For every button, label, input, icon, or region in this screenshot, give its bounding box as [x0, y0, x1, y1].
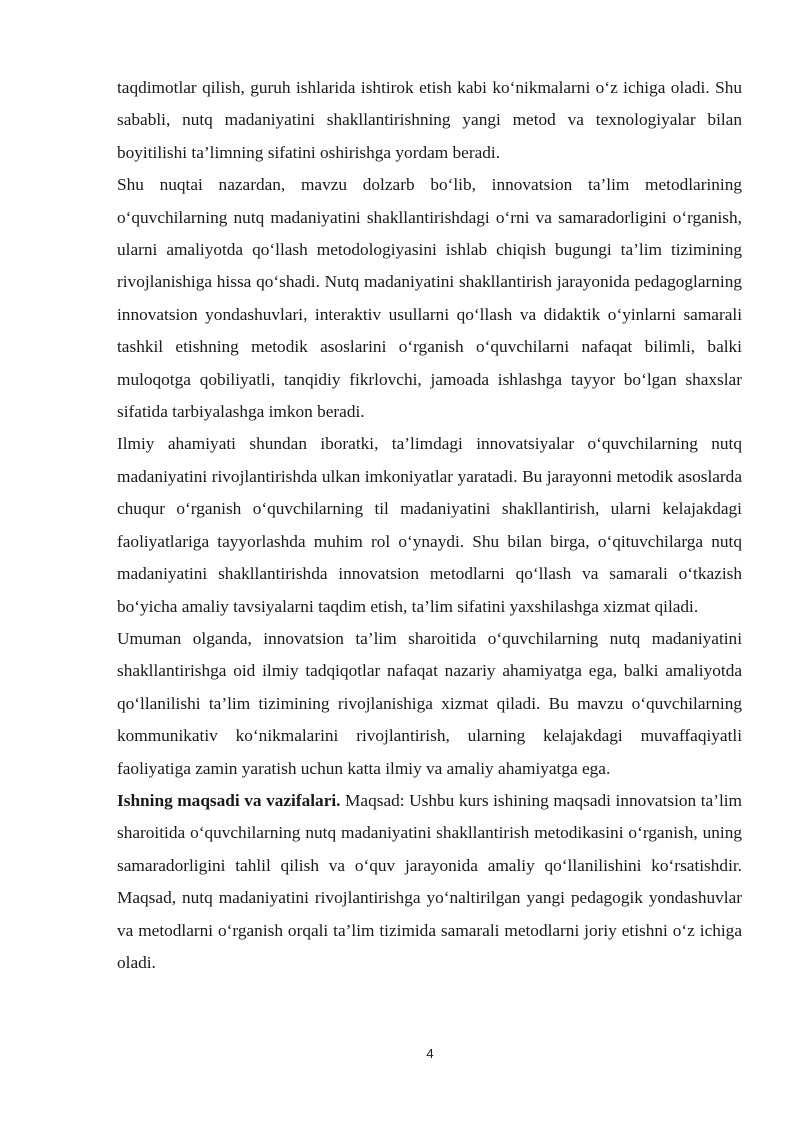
section-heading-goals: Ishning maqsadi va vazifalari.	[117, 790, 341, 810]
paragraph-intro-continuation: taqdimotlar qilish, guruh ishlarida ishtirok etish kabi ko‘nikmalarni o‘z ichiga oladi. Shu sababli, nutq madaniyatini shakllantirishning yangi metod va texnologiyalar bilan boyitilishi ta’limning sifatini oshirishga yordam beradi.	[117, 78, 742, 162]
paragraph-goals	[117, 785, 742, 979]
paragraph-summary: Umuman olganda, innovatsion ta’lim sharoitida o‘quvchilarning nutq madaniyatini shakllantirishga oid ilmiy tadqiqotlar nafaqat nazariy ahamiyatga ega, balki amaliyotda qo‘llanilishi ta’lim tizimining rivojlanishiga xizmat qiladi. Bu mavzu o‘quvchilarning kommunikativ ko‘nikmalarini rivojlantirish, ularning kelajakdagi muvaffaqiyatli faoliyatiga zamin yaratish uchun katta ilmiy va amaliy ahamiyatga ega.	[117, 628, 742, 778]
page-number: 4	[426, 1046, 434, 1061]
paragraph-relevance: Shu nuqtai nazardan, mavzu dolzarb bo‘lib, innovatsion ta’lim metodlarining o‘quvchilarning nutq madaniyatini shakllantirishdagi o‘rni va samaradorligini o‘rganish, ularni amaliyotda qo‘llash metodologiyasini ishlab chiqish bugungi ta’lim tizimining rivojlanishiga hissa qo‘shadi. Nutq madaniyatini shakllantirish jarayonida pedagoglarning innovatsion yondashuvlari, interaktiv usullarni qo‘llash va didaktik o‘yinlarni samarali tashkil etishning metodik asoslarini o‘rganish o‘quvchilarni nafaqat bilimli, balki muloqotga qobiliyatli, tanqidiy fikrlovchi, jamoada ishlashga tayyor bo‘lgan shaxslar sifatida tarbiyalashga imkon beradi.	[117, 175, 742, 422]
page-body	[117, 72, 742, 979]
paragraph-scientific-significance: Ilmiy ahamiyati shundan iboratki, ta’limdagi innovatsiyalar o‘quvchilarning nutq madaniyatini rivojlantirishda ulkan imkoniyatlar yaratadi. Bu jarayonni metodik asoslarda chuqur o‘rganish o‘quvchilarning til madaniyatini shakllantirish, ularni kelajakdagi faoliyatlariga tayyorlashda muhim rol o‘ynaydi. Shu bilan birga, o‘qituvchilarga nutq madaniyatini shakllantirishda innovatsion metodlarni qo‘llash va samarali o‘tkazish bo‘yicha amaliy tavsiyalarni taqdim etish, ta’lim sifatini yaxshilashga xizmat qiladi.	[117, 434, 742, 616]
goals-text: Maqsad: Ushbu kurs ishining maqsadi innovatsion ta’lim sharoitida o‘quvchilarning nutq madaniyatini shakllantirish metodikasini o‘rganish, uning samaradorligini tahlil qilish va o‘quv jarayonida amaliy qo‘llanilishini ko‘rsatishdir. Maqsad, nutq madaniyatini rivojlantirishga yo‘naltirilgan yangi pedagogik yondashuvlar va metodlarni o‘rganish orqali ta’lim tizimida samarali metodlarni joriy etishni o‘z ichiga oladi.	[117, 790, 743, 972]
